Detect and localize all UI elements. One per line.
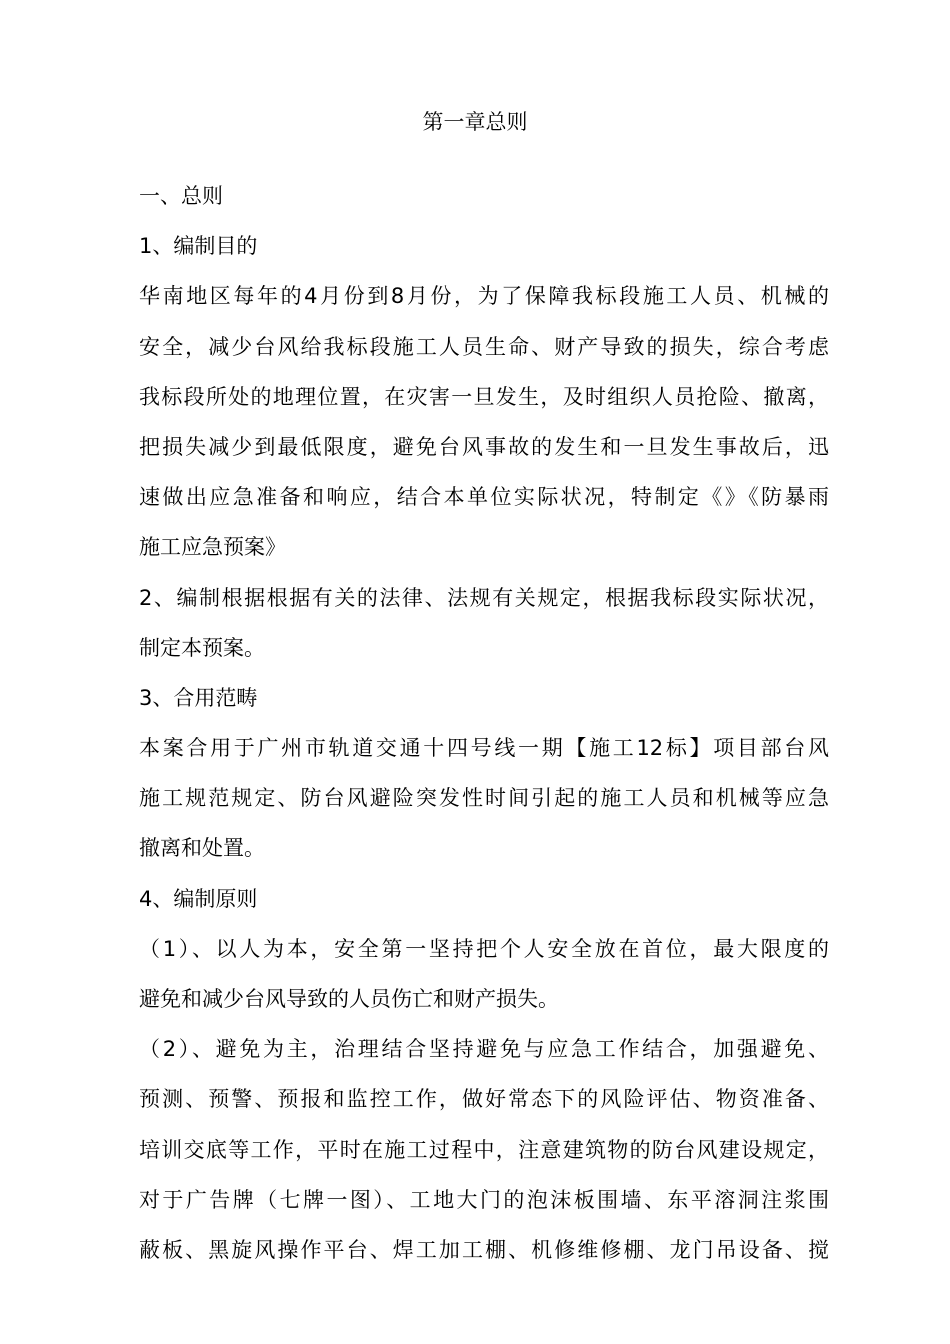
paragraph-line: （2）、避免为主，治理结合坚持避免与应急工作结合，加强避免、 (139, 1037, 829, 1062)
subsection-heading: 1、编制目的 (139, 234, 258, 259)
paragraph-line: 把损失减少到最低限度，避免台风事故的发生和一旦发生事故后，迅 (139, 434, 829, 459)
paragraph-line: 制定本预案。 (139, 635, 265, 660)
subsection-heading: 4、编制原则 (139, 886, 258, 911)
paragraph-line: 2、编制根据根据有关的法律、法规有关规定，根据我标段实际状况， (139, 585, 829, 610)
document-body (139, 180, 829, 1284)
paragraph-line: 对于广告牌（七牌一图）、工地大门的泡沫板围墙、东平溶洞注浆围 (139, 1187, 829, 1212)
paragraph-line: 培训交底等工作，平时在施工过程中，注意建筑物的防台风建设规定， (139, 1137, 829, 1162)
paragraph-line: 速做出应急准备和响应，结合本单位实际状况，特制定《》《防暴雨 (139, 485, 829, 510)
paragraph-line: 蔽板、黑旋风操作平台、焊工加工棚、机修维修棚、龙门吊设备、搅 (139, 1237, 829, 1262)
paragraph-line: 撤离和处置。 (139, 836, 265, 861)
paragraph-line: （1）、以人为本，安全第一坚持把个人安全放在首位，最大限度的 (139, 936, 829, 961)
section-heading: 一、总则 (139, 184, 223, 208)
paragraph-line: 预测、预警、预报和监控工作，做好常态下的风险评估、物资准备、 (139, 1087, 829, 1112)
paragraph-line: 我标段所处的地理位置，在灾害一旦发生，及时组织人员抢险、撤离， (139, 384, 829, 409)
subsection-heading: 3、合用范畴 (139, 685, 258, 710)
paragraph-line: 华南地区每年的4月份到8月份，为了保障我标段施工人员、机械的 (139, 284, 829, 309)
paragraph-line: 避免和减少台风导致的人员伤亡和财产损失。 (139, 987, 559, 1011)
paragraph-line: 施工应急预案》 (139, 535, 286, 560)
paragraph-line: 安全，减少台风给我标段施工人员生命、财产导致的损失，综合考虑 (139, 334, 829, 359)
paragraph-line: 施工规范规定、防台风避险突发性时间引起的施工人员和机械等应急 (139, 786, 829, 811)
chapter-title: 第一章总则 (422, 110, 528, 134)
paragraph-line: 本案合用于广州市轨道交通十四号线一期【施工12标】项目部台风 (139, 736, 829, 761)
